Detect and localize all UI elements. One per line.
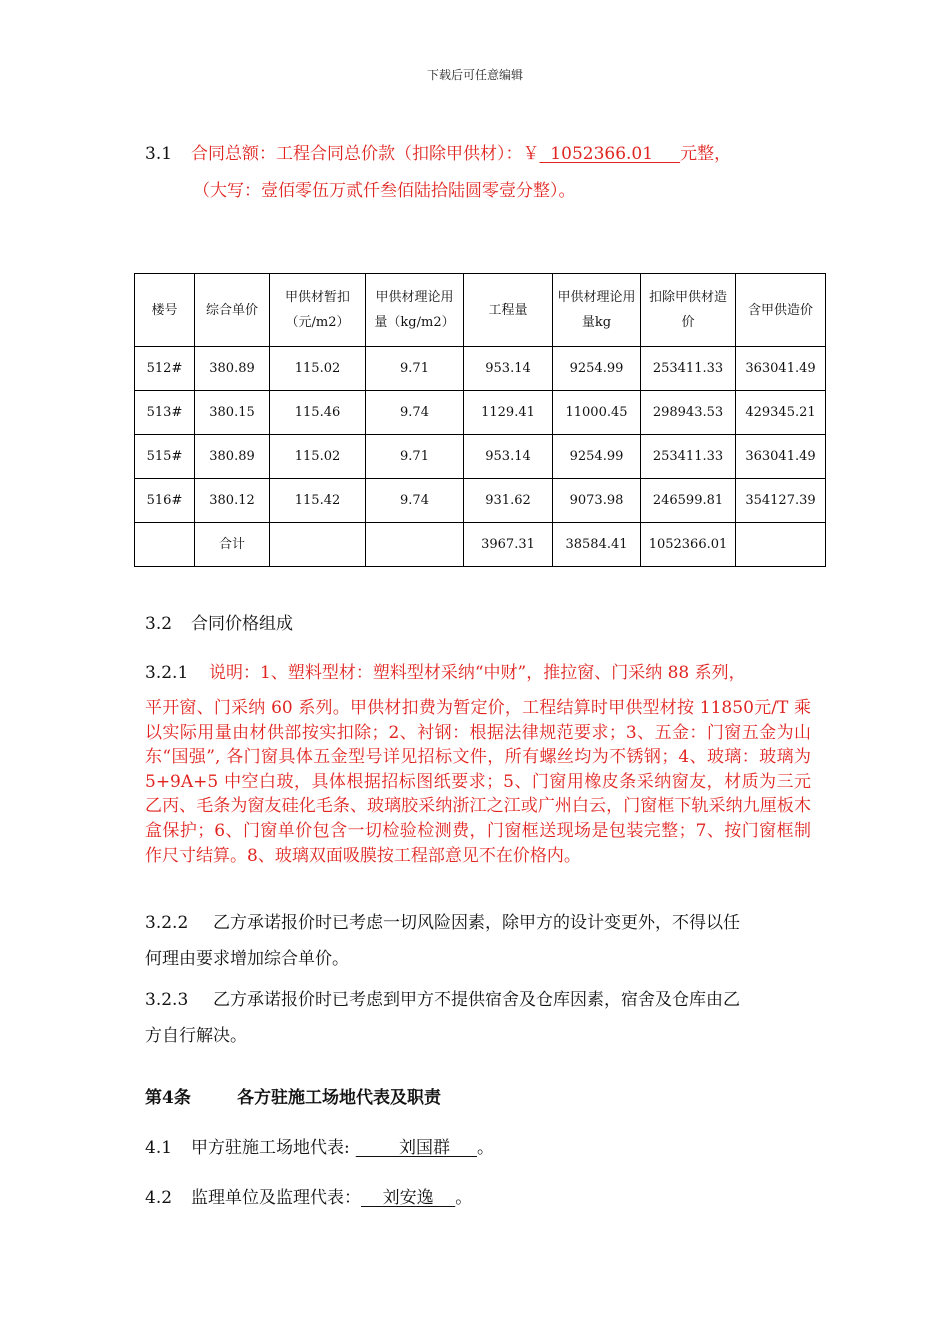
table-cell: 515# <box>135 435 195 479</box>
field-end: 。 <box>455 1188 473 1208</box>
clause-line2: 方自行解决。 <box>145 1026 247 1046</box>
section-3-1 <box>145 139 731 164</box>
section-number: 3.1 <box>145 144 173 164</box>
table-cell: 115.46 <box>270 391 366 435</box>
section-3-2-1 <box>145 658 746 683</box>
table-cell: 9.71 <box>366 347 464 391</box>
table-cell: 115.42 <box>270 479 366 523</box>
article-number: 第4条 <box>145 1088 191 1108</box>
table-cell: 246599.81 <box>641 479 736 523</box>
table-cell: 1129.41 <box>464 391 553 435</box>
section-number: 4.1 <box>145 1138 173 1158</box>
table-cell: 3967.31 <box>464 523 553 567</box>
table-cell <box>366 523 464 567</box>
contract-total-unit: 元整， <box>680 144 732 164</box>
table-row <box>135 435 826 479</box>
table-cell: 9254.99 <box>553 347 641 391</box>
table-cell <box>135 523 195 567</box>
table-cell: 9.74 <box>366 391 464 435</box>
table-cell: 363041.49 <box>736 435 826 479</box>
owner-representative-name: 刘国群 <box>355 1138 477 1158</box>
section-4-1 <box>145 1133 494 1158</box>
table-cell: 953.14 <box>464 435 553 479</box>
table-cell: 253411.33 <box>641 435 736 479</box>
section-title: 合同价格组成 <box>191 614 293 634</box>
section-3-2 <box>145 609 293 634</box>
article-4-heading <box>145 1083 441 1108</box>
table-cell: 380.89 <box>195 435 270 479</box>
table-cell: 115.02 <box>270 347 366 391</box>
table-row <box>135 347 826 391</box>
field-label: 甲方驻施工场地代表: <box>191 1138 350 1158</box>
table-cell: 354127.39 <box>736 479 826 523</box>
table-cell: 合计 <box>195 523 270 567</box>
section-number: 3.2.2 <box>145 913 189 933</box>
section-3-2-2 <box>145 908 740 933</box>
price-table <box>134 273 826 567</box>
table-cell <box>736 523 826 567</box>
table-header-cell: 工程量 <box>464 274 553 347</box>
table-row <box>135 479 826 523</box>
table-cell: 11000.45 <box>553 391 641 435</box>
section-number: 3.2.3 <box>145 990 189 1010</box>
table-total-row <box>135 523 826 567</box>
field-end: 。 <box>476 1138 494 1158</box>
table-cell: 9254.99 <box>553 435 641 479</box>
table-cell: 380.15 <box>195 391 270 435</box>
table-header-cell: 甲供材理论用量kg <box>553 274 641 347</box>
table-cell: 380.89 <box>195 347 270 391</box>
table-header-cell: 楼号 <box>135 274 195 347</box>
section-4-2 <box>145 1183 472 1208</box>
section-number: 3.2.1 <box>145 663 189 683</box>
section-number: 3.2 <box>145 614 173 634</box>
table-header-cell: 甲供材暂扣（元/m2） <box>270 274 366 347</box>
table-cell: 9.71 <box>366 435 464 479</box>
table-cell: 513# <box>135 391 195 435</box>
clause-line2: 何理由要求增加综合单价。 <box>145 949 349 969</box>
contract-total-daxie: （大写：壹佰零伍万贰仟叁佰陆拾陆圆零壹分整）。 <box>193 181 576 201</box>
page-header: 下载后可任意编辑 <box>426 68 523 82</box>
table-header-cell: 扣除甲供材造价 <box>641 274 736 347</box>
note-line1: 说明：1、塑料型材：塑料型材采纳“中财”，推拉窗、门采纳 88 系列， <box>209 663 746 683</box>
article-title: 各方驻施工场地代表及职责 <box>237 1088 441 1108</box>
table-cell: 363041.49 <box>736 347 826 391</box>
table-cell: 931.62 <box>464 479 553 523</box>
table-header-cell: 甲供材理论用量（kg/m2） <box>366 274 464 347</box>
table-cell: 298943.53 <box>641 391 736 435</box>
table-cell: 9.74 <box>366 479 464 523</box>
section-number: 4.2 <box>145 1188 173 1208</box>
table-cell: 429345.21 <box>736 391 826 435</box>
table-header-cell: 综合单价 <box>195 274 270 347</box>
table-cell: 516# <box>135 479 195 523</box>
table-cell: 380.12 <box>195 479 270 523</box>
note-body: 平开窗、门采纳 60 系列。甲供材扣费为暂定价，工程结算时甲供型材按 11850元/T 乘以实际用量由材供部按实扣除；2、衬钢：根据法律规范要求；3、五金：门窗五金为山东“国强”, 各门窗具体五金型号详见招标文件，所有螺丝均为不锈钢；4、玻璃：玻璃为 5+9A+5 中空白玻，具体根据招标图纸要求；5、门窗用橡皮条采纳窗友，材质为三元乙丙、毛条为窗友硅化毛条、玻璃胶采纳浙江之江或广州白云，门窗框下轨采纳九厘板木盒保护；6、门窗单价包含一切检验检测费，门窗框送现场是包装完整；7、按门窗框制作尺寸结算。8、玻璃双面吸膜按工程部意见不在价格内。 <box>145 698 811 866</box>
table-cell: 253411.33 <box>641 347 736 391</box>
table-cell: 115.02 <box>270 435 366 479</box>
table-cell: 953.14 <box>464 347 553 391</box>
supervisor-name: 刘安逸 <box>361 1188 456 1208</box>
contract-total-amount: 1052366.01 <box>539 144 681 164</box>
table-cell: 38584.41 <box>553 523 641 567</box>
table-cell: 512# <box>135 347 195 391</box>
table-header-row <box>135 274 826 347</box>
section-3-2-3 <box>145 985 740 1010</box>
table-cell <box>270 523 366 567</box>
clause-line1: 乙方承诺报价时已考虑到甲方不提供宿舍及仓库因素，宿舍及仓库由乙 <box>213 990 740 1010</box>
table-cell: 9073.98 <box>553 479 641 523</box>
contract-total-label: 合同总额：工程合同总价款（扣除甲供材）：￥ <box>191 144 540 164</box>
table-row <box>135 391 826 435</box>
clause-line1: 乙方承诺报价时已考虑一切风险因素，除甲方的设计变更外，不得以任 <box>213 913 740 933</box>
table-header-cell: 含甲供造价 <box>736 274 826 347</box>
table-cell: 1052366.01 <box>641 523 736 567</box>
field-label: 监理单位及监理代表： <box>191 1188 361 1208</box>
